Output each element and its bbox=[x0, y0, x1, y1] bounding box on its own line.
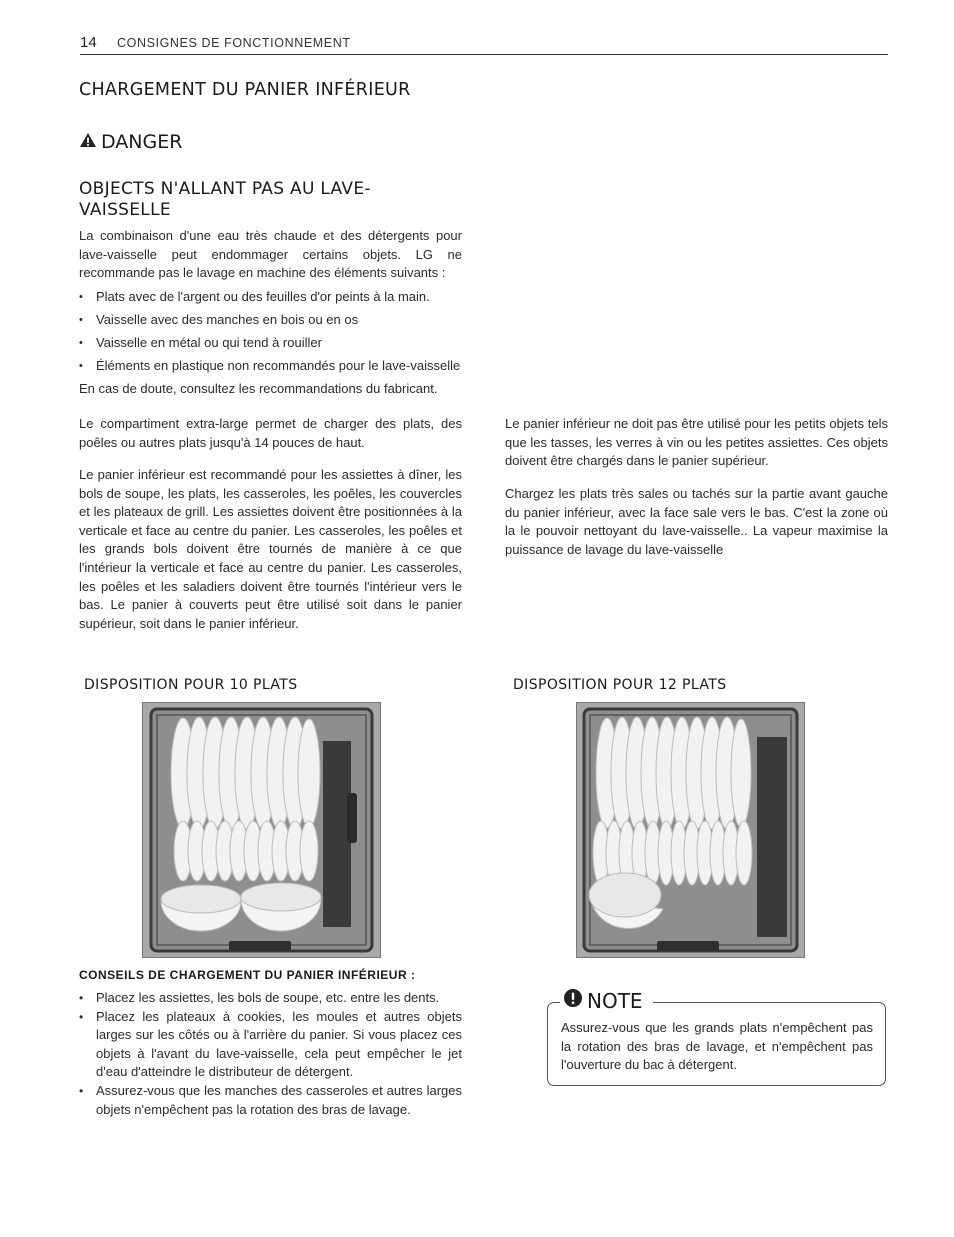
list-item: • Placez les assiettes, les bols de soupe, etc. entre les dents. bbox=[79, 989, 462, 1008]
objects-list bbox=[79, 288, 469, 380]
objects-title: OBJECTS N'ALLANT PAS AU LAVE-VAISSELLE bbox=[79, 179, 371, 220]
note-text: Assurez-vous que les grands plats n'empêchent pas la rotation des bras de lavage, et n'empêchent pas l'ouverture du bac à détergent. bbox=[561, 1020, 873, 1073]
note-label: NOTE bbox=[587, 988, 643, 1013]
warning-triangle-icon bbox=[79, 131, 97, 153]
tips-list bbox=[79, 989, 462, 1119]
list-item: • Vaisselle en métal ou qui tend à rouiller bbox=[79, 334, 469, 357]
list-item: • Plats avec de l'argent ou des feuilles d'or peints à la main. bbox=[79, 288, 469, 311]
page-number: 14 bbox=[80, 34, 97, 51]
left-paragraph-1: Le compartiment extra-large permet de charger des plats, des poêles ou autres plats jusqu'à 14 pouces de haut. bbox=[79, 416, 462, 450]
right-paragraph-2: Chargez les plats très sales ou tachés sur la partie avant gauche du panier inférieur, avec la face sale vers le bas. C'est la zone où la le pouvoir nettoyant du lave-vaisselle.. La vapeur maximise la puissance de lavage du lave-vaisselle bbox=[505, 486, 888, 557]
objects-intro: La combinaison d'une eau très chaude et des détergents pour lave-vaisselle peut endommager certains objets. LG ne recommande pas le lavage en machine des éléments suivants : bbox=[79, 228, 462, 281]
left-paragraph-2: Le panier inférieur est recommandé pour les assiettes à dîner, les bols de soupe, les plats, les casseroles, les poêles, les couvercles et les plateaux de grill. Les assiettes doivent être positionnées à la verticale et face au centre du panier. Les casseroles, les poêles et les grands bols doivent être tournés de manière à ce que l'intérieur la verticale et face au centre du panier. Les casseroles, les poêles et les saladiers doivent être tournés l'intérieur vers le bas. Le panier à couverts peut être utilisé soit dans le panier supérieur, soit dans le panier inférieur. bbox=[79, 467, 462, 631]
rack-photo-10-plates bbox=[142, 702, 381, 958]
right-paragraph-1: Le panier inférieur ne doit pas être utilisé pour les petits objets tels que les tasses, les verres à vin ou les petites assiettes. Ces objets doivent être chargés dans le panier supérieur. bbox=[505, 416, 888, 469]
list-item: • Assurez-vous que les manches des casseroles et autres larges objets n'empêchent pas la rotation des bras de lavage. bbox=[79, 1082, 462, 1119]
exclamation-circle-icon bbox=[563, 988, 583, 1013]
disposition-12-label: DISPOSITION POUR 12 PLATS bbox=[513, 677, 727, 693]
list-item: • Vaisselle avec des manches en bois ou en os bbox=[79, 311, 469, 334]
disposition-10-label: DISPOSITION POUR 10 PLATS bbox=[84, 677, 298, 693]
page-header bbox=[80, 32, 888, 55]
note-heading bbox=[560, 988, 653, 1013]
danger-heading bbox=[79, 131, 182, 153]
rack-photo-12-plates bbox=[576, 702, 805, 958]
tips-title: CONSEILS DE CHARGEMENT DU PANIER INFÉRIEUR : bbox=[79, 968, 416, 982]
section-title: CHARGEMENT DU PANIER INFÉRIEUR bbox=[79, 80, 411, 100]
list-item: • Éléments en plastique non recommandés pour le lave-vaisselle bbox=[79, 357, 469, 380]
danger-label: DANGER bbox=[101, 131, 183, 153]
list-item: • Placez les plateaux à cookies, les moules et autres objets larges sur les côtés ou à l'arrière du panier. Si vous placez ces objets à l'avant du lave-vaisselle, cela peut empêcher le jet d'eau d'atteindre le distributeur de détergent. bbox=[79, 1008, 462, 1082]
running-title: CONSIGNES DE FONCTIONNEMENT bbox=[117, 36, 351, 50]
doubt-text: En cas de doute, consultez les recommandations du fabricant. bbox=[79, 381, 438, 396]
